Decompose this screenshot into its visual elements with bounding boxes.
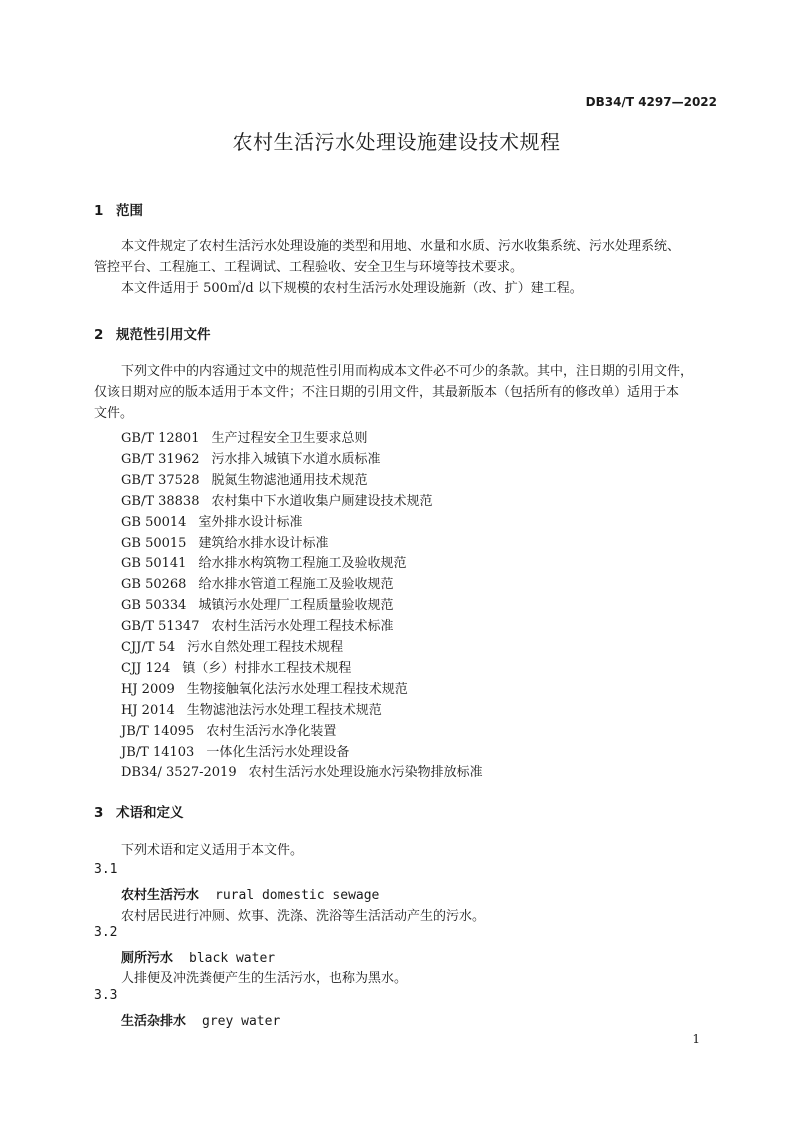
section-title: 范围 [116,203,143,219]
reference-item [121,720,336,739]
term-heading [121,884,379,903]
reference-title: 室外排水设计标准 [198,514,303,530]
term-name-cn: 厕所污水 [121,951,174,966]
reference-item [121,469,368,488]
reference-item [121,511,302,530]
reference-title: 农村生活污水处理工程技术标准 [211,619,394,635]
normative-intro-line-3: 文件。 [94,406,134,421]
section-number: 2 [94,327,104,343]
terms-intro: 下列术语和定义适用于本文件。 [121,843,304,858]
term-name-en: rural domestic sewage [215,888,380,903]
page-number: 1 [692,1032,700,1046]
term-name-cn: 农村生活污水 [121,888,200,903]
reference-title: 污水排入城镇下水道水质标准 [211,451,381,467]
reference-title: 给水排水构筑物工程施工及验收规范 [198,556,407,572]
reference-code: CJJ 124 [121,660,171,676]
scope-paragraph-2: 本文件适用于 500㎥/d 以下规模的农村生活污水处理设施新（改、扩）建工程。 [121,281,583,296]
reference-title: 生产过程安全卫生要求总则 [211,431,368,446]
reference-title: 一体化生活污水处理设备 [206,744,350,760]
scope-paragraph-1-line-2: 管控平台、工程施工、工程调试、工程验收、安全卫生与环境等技术要求。 [94,260,524,275]
term-heading [121,1010,280,1029]
reference-code: GB/T 37528 [121,472,200,488]
reference-code: GB 50268 [121,577,187,593]
reference-item [121,657,351,676]
reference-code: JB/T 14095 [121,723,195,739]
term-number: 3.1 [94,862,118,877]
term-name-en: black water [189,951,276,966]
reference-title: 农村集中下水道收集户厕建设技术规范 [211,493,433,509]
scope-paragraph-1-line-1: 本文件规定了农村生活污水处理设施的类型和用地、水量和水质、污水收集系统、污水处理系统、 [121,239,681,254]
section-number: 1 [94,203,104,219]
reference-code: CJJ/T 54 [121,640,176,655]
reference-code: HJ 2009 [121,681,175,697]
reference-item [121,594,393,613]
normative-intro-line-1: 下列文件中的内容通过文中的规范性引用而构成本文件必不可少的条款。其中，注日期的引用文件， [121,364,694,379]
reference-item [121,490,433,509]
reference-title: 生物接触氧化法污水处理工程技术规范 [186,681,408,697]
reference-title: 农村生活污水处理设施水污染物排放标准 [248,765,483,781]
reference-item [121,615,394,634]
term-number: 3.3 [94,988,118,1003]
reference-title: 建筑给水排水设计标准 [198,535,329,551]
section-2-heading [94,323,211,343]
reference-item [121,678,408,697]
reference-item [121,552,406,571]
term-definition: 人排便及冲洗粪便产生的生活污水，也称为黑水。 [121,971,408,986]
term-definition: 农村居民进行冲厕、炊事、洗涤、洗浴等生活活动产生的污水。 [121,909,486,924]
reference-title: 污水自然处理工程技术规程 [187,640,344,655]
section-1-heading [94,199,143,219]
section-number: 3 [94,805,104,821]
reference-item [121,636,343,655]
reference-item [121,427,368,446]
reference-item [121,573,393,592]
reference-item [121,448,381,467]
reference-code: GB/T 31962 [121,451,200,467]
standard-code: DB34/T 4297—2022 [585,95,717,109]
reference-code: GB 50141 [121,556,187,572]
reference-item [121,532,328,551]
term-number: 3.2 [94,925,118,940]
reference-title: 生物滤池法污水处理工程技术规范 [186,702,382,718]
reference-code: GB/T 12801 [121,431,200,446]
reference-title: 给水排水管道工程施工及验收规范 [198,577,394,593]
reference-item [121,761,483,780]
document-title: 农村生活污水处理设施建设技术规程 [232,130,561,154]
normative-intro-line-2: 仅该日期对应的版本适用于本文件；不注日期的引用文件，其最新版本（包括所有的修改单）适用于本 [94,385,680,400]
term-name-cn: 生活杂排水 [121,1014,187,1029]
reference-title: 城镇污水处理厂工程质量验收规范 [198,598,394,614]
section-3-heading [94,801,184,821]
reference-item [121,699,382,718]
reference-code: JB/T 14103 [121,744,195,760]
term-name-en: grey water [202,1014,281,1029]
reference-title: 农村生活污水净化装置 [206,723,337,739]
reference-title: 脱氮生物滤池通用技术规范 [211,472,368,488]
reference-code: GB/T 51347 [121,619,200,635]
reference-code: HJ 2014 [121,702,175,718]
term-heading [121,947,275,966]
reference-code: GB 50014 [121,514,187,530]
section-title: 术语和定义 [116,805,184,821]
reference-code: DB34/ 3527-2019 [121,765,237,781]
reference-item [121,741,349,760]
reference-code: GB 50334 [121,598,187,614]
section-title: 规范性引用文件 [116,327,211,343]
reference-code: GB/T 38838 [121,493,200,509]
reference-title: 镇（乡）村排水工程技术规程 [182,660,352,676]
reference-code: GB 50015 [121,535,187,551]
